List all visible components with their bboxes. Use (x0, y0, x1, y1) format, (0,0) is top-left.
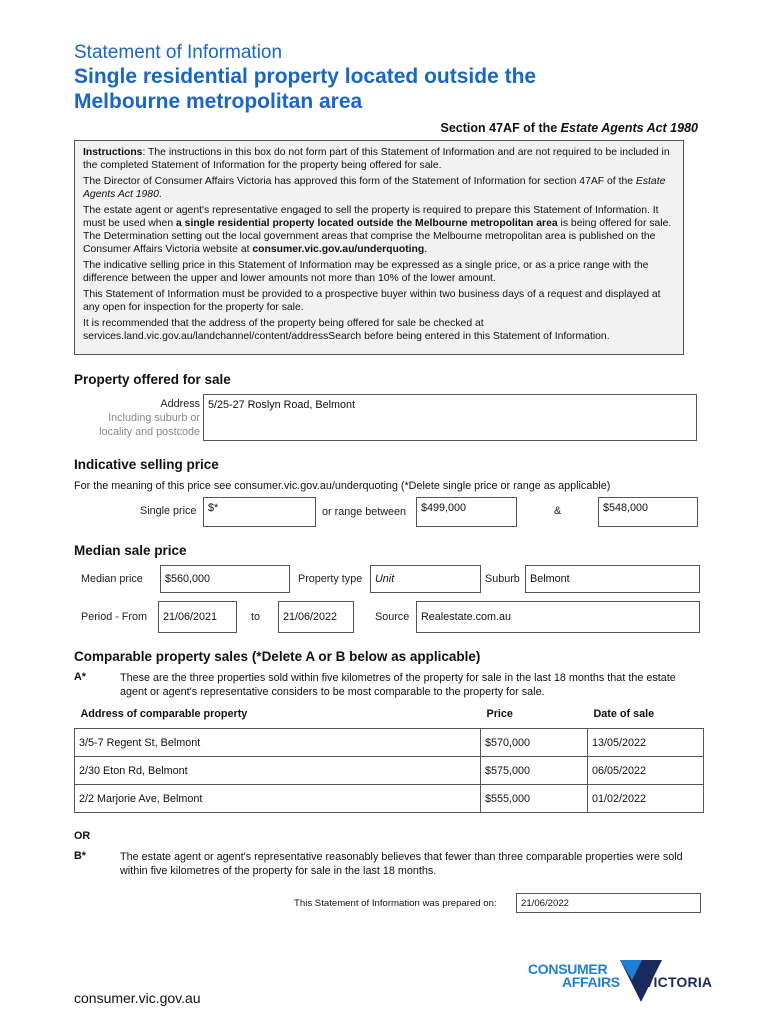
range-high-field[interactable]: $548,000 (598, 497, 698, 527)
property-type-label: Property type (298, 573, 363, 585)
comp-price[interactable]: $570,000 (481, 729, 588, 757)
single-price-label: Single price (140, 505, 197, 517)
option-a-label: A* (74, 671, 86, 683)
or-label: OR (74, 830, 91, 842)
property-type-field[interactable]: Unit (370, 565, 481, 593)
logo-word: VICTORIA (644, 974, 713, 990)
single-price-field[interactable]: $* (203, 497, 316, 527)
prepared-on-label: This Statement of Information was prepared on: (294, 898, 497, 909)
property-heading: Property offered for sale (74, 372, 231, 387)
option-b-label: B* (74, 850, 86, 862)
comp-price[interactable]: $555,000 (481, 785, 588, 813)
median-price-label: Median price (81, 573, 143, 585)
section-reference: Section 47AF of the Estate Agents Act 1980 (440, 121, 698, 135)
property-address-field[interactable]: 5/25-27 Roslyn Road, Belmont (203, 394, 697, 441)
option-a-text: These are the three properties sold within five kilometres of the property for sale in the last 18 months that the estate agent or agent's representative considers to be most comparable to the property for sale. (120, 672, 676, 698)
instructions-box: Instructions: The instructions in this box do not form part of this Statement of Information and are not required to be included in the completed Statement of Information for the property being offered for sale. The Director of Consumer Affairs Victoria has approved this form of the Statement of Information for section 47AF of the Estate Agents Act 1980. The estate agent or agent's representative engaged to sell the property is required to prepare this Statement of Information. It must be used when a single residential property located outside the Melbourne metropolitan area is being offered for sale. The Determination setting out the local government areas that comprise the Melbourne metropolitan area is published on the Consumer Affairs Victoria website at consumer.vic.gov.au/underquoting. The indicative selling price in this Statement of Information may be expressed as a single price, or as a price range with the difference between the upper and lower amounts not more than 10% of the lower amount. This Statement of Information must be provided to a prospective buyer within two business days of a request and displayed at any open for inspection for the property for sale. It is recommended that the address of the property being offered for sale be checked at services.land.vic.gov.au/landchannel/content/addressSearch before being entered in this Statement of Information. (74, 140, 684, 355)
comp-address[interactable]: 2/2 Marjorie Ave, Belmont (75, 785, 481, 813)
range-ampersand: & (554, 505, 562, 517)
indicative-heading: Indicative selling price (74, 457, 219, 472)
col-date-header: Date of sale (593, 708, 655, 720)
logo-line-2: AFFAIRS (562, 974, 620, 990)
logo-line-1: CONSUMER (528, 961, 608, 977)
period-to-label: to (251, 611, 261, 623)
range-label: or range between (322, 506, 407, 518)
table-header-row (75, 708, 704, 729)
page-title (74, 64, 694, 114)
col-price-header: Price (486, 708, 513, 720)
period-from-field[interactable]: 21/06/2021 (158, 601, 237, 633)
comparable-sales-table (74, 708, 704, 813)
period-from-label: Period - From (81, 611, 147, 623)
comp-address[interactable]: 2/30 Eton Rd, Belmont (75, 757, 481, 785)
table-row (75, 785, 704, 813)
comp-date[interactable]: 06/05/2022 (588, 757, 704, 785)
footer-url[interactable]: consumer.vic.gov.au (74, 990, 201, 1006)
form-kicker: Statement of Information (74, 42, 283, 63)
source-field[interactable]: Realestate.com.au (416, 601, 700, 633)
comp-date[interactable]: 01/02/2022 (588, 785, 704, 813)
consumer-affairs-victoria-logo (528, 958, 713, 1004)
suburb-field[interactable]: Belmont (525, 565, 700, 593)
title-line-2: Melbourne metropolitan area (74, 90, 363, 113)
comparable-heading: Comparable property sales (*Delete A or B below as applicable) (74, 649, 481, 664)
option-b-text: The estate agent or agent's representative reasonably believes that fewer than three comparable properties were sold within five kilometres of the property for sale in the last 18 months. (120, 851, 683, 877)
median-price-field[interactable]: $560,000 (160, 565, 290, 593)
title-line-1: Single residential property located outside the (74, 65, 537, 88)
indicative-note: For the meaning of this price see consumer.vic.gov.au/underquoting (*Delete single price or range as applicable) (74, 480, 611, 492)
comp-address[interactable]: 3/5-7 Regent St, Belmont (75, 729, 481, 757)
col-address-header: Address of comparable property (80, 708, 248, 720)
range-low-field[interactable]: $499,000 (416, 497, 517, 527)
median-heading: Median sale price (74, 543, 187, 558)
suburb-label: Suburb (485, 573, 520, 585)
table-row (75, 729, 704, 757)
source-label: Source (375, 611, 410, 623)
period-to-field[interactable]: 21/06/2022 (278, 601, 354, 633)
comp-date[interactable]: 13/05/2022 (588, 729, 704, 757)
prepared-on-date-field[interactable]: 21/06/2022 (516, 893, 701, 913)
address-label: Address Including suburb or locality and postcode (99, 398, 200, 438)
table-row (75, 757, 704, 785)
comp-price[interactable]: $575,000 (481, 757, 588, 785)
